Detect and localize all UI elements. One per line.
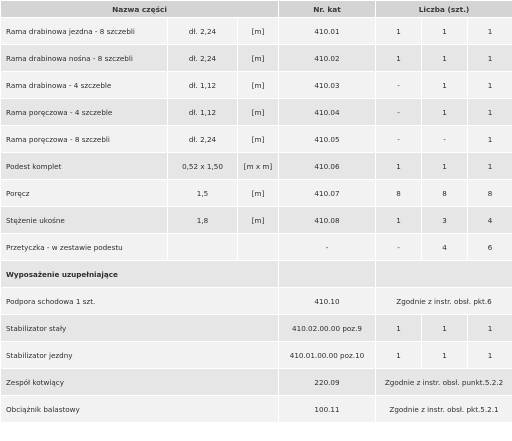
part-name: Podest komplet: [1, 153, 168, 180]
part-dimension: dł. 1,12: [168, 72, 238, 99]
part-unit: [m]: [238, 18, 279, 45]
table-row: [1, 315, 512, 342]
catalog-number: 220.09: [279, 369, 376, 396]
quantity-1: 1: [376, 45, 422, 72]
table-row: [1, 396, 512, 423]
quantity-2: 1: [422, 99, 468, 126]
part-unit: [m]: [238, 207, 279, 234]
part-dimension: dł. 1,12: [168, 99, 238, 126]
quantity-2: 1: [422, 153, 468, 180]
table-row: [1, 18, 512, 45]
part-unit: [m]: [238, 72, 279, 99]
header-catalog: Nr. kat: [279, 1, 376, 18]
quantity-1: 8: [376, 180, 422, 207]
part-name: Podpora schodowa 1 szt.: [1, 288, 279, 315]
quantity-3: 4: [468, 207, 512, 234]
table-row: [1, 99, 512, 126]
part-dimension: dł. 2,24: [168, 18, 238, 45]
part-dimension: dł. 2,24: [168, 126, 238, 153]
count-note: Zgodnie z instr. obsł. punkt.5.2.2: [376, 369, 512, 396]
quantity-3: 1: [468, 45, 512, 72]
catalog-number: 410.02: [279, 45, 376, 72]
table-row: [1, 153, 512, 180]
catalog-number: 410.02.00.00 poz.9: [279, 315, 376, 342]
catalog-number: -: [279, 234, 376, 261]
quantity-3: 6: [468, 234, 512, 261]
part-unit: [238, 234, 279, 261]
part-name: Stabilizator jezdny: [1, 342, 279, 369]
catalog-number: 410.05: [279, 126, 376, 153]
quantity-2: -: [422, 126, 468, 153]
catalog-number: 100.11: [279, 396, 376, 423]
quantity-3: 1: [468, 342, 512, 369]
quantity-1: -: [376, 99, 422, 126]
catalog-number: 410.04: [279, 99, 376, 126]
part-name: Zespół kotwiący: [1, 369, 279, 396]
count-note: Zgodnie z instr. obsł. pkt.5.2.1: [376, 396, 512, 423]
quantity-2: 1: [422, 342, 468, 369]
part-name: Obciążnik balastowy: [1, 396, 279, 423]
catalog-number: 410.01: [279, 18, 376, 45]
part-name: Rama poręczowa - 4 szczeble: [1, 99, 168, 126]
quantity-1: -: [376, 72, 422, 99]
table-row: [1, 72, 512, 99]
section-row: [1, 261, 512, 288]
quantity-2: 4: [422, 234, 468, 261]
quantity-3: 1: [468, 153, 512, 180]
quantity-3: 1: [468, 315, 512, 342]
part-dimension: [168, 234, 238, 261]
quantity-3: 1: [468, 126, 512, 153]
quantity-1: 1: [376, 342, 422, 369]
part-dimension: 1,5: [168, 180, 238, 207]
quantity-3: 1: [468, 18, 512, 45]
catalog-number: 410.07: [279, 180, 376, 207]
section-empty-catalog: [279, 261, 376, 288]
part-unit: [m]: [238, 126, 279, 153]
part-unit: [m x m]: [238, 153, 279, 180]
part-name: Rama drabinowa nośna - 8 szczebli: [1, 45, 168, 72]
quantity-1: 1: [376, 207, 422, 234]
quantity-1: 1: [376, 18, 422, 45]
table-row: [1, 369, 512, 396]
header-count: Liczba (szt.): [376, 1, 512, 18]
catalog-number: 410.01.00.00 poz.10: [279, 342, 376, 369]
quantity-3: 1: [468, 72, 512, 99]
section-title: Wyposażenie uzupełniające: [1, 261, 279, 288]
quantity-1: 1: [376, 315, 422, 342]
table-row: [1, 45, 512, 72]
quantity-2: 3: [422, 207, 468, 234]
part-name: Rama poręczowa - 8 szczebli: [1, 126, 168, 153]
part-dimension: dł. 2,24: [168, 45, 238, 72]
part-unit: [m]: [238, 45, 279, 72]
section-empty-count: [376, 261, 512, 288]
part-name: Poręcz: [1, 180, 168, 207]
part-unit: [m]: [238, 180, 279, 207]
quantity-2: 1: [422, 72, 468, 99]
table-row: [1, 180, 512, 207]
quantity-2: 1: [422, 18, 468, 45]
part-dimension: 0,52 x 1,50: [168, 153, 238, 180]
quantity-2: 1: [422, 45, 468, 72]
quantity-3: 1: [468, 99, 512, 126]
quantity-1: 1: [376, 153, 422, 180]
table-header: [1, 1, 512, 18]
catalog-number: 410.06: [279, 153, 376, 180]
part-name: Rama drabinowa jezdna - 8 szczebli: [1, 18, 168, 45]
part-name: Stabilizator stały: [1, 315, 279, 342]
catalog-number: 410.10: [279, 288, 376, 315]
header-name: Nazwa części: [1, 1, 279, 18]
table-row: [1, 207, 512, 234]
catalog-number: 410.03: [279, 72, 376, 99]
table-row: [1, 288, 512, 315]
part-unit: [m]: [238, 99, 279, 126]
quantity-2: 1: [422, 315, 468, 342]
count-note: Zgodnie z instr. obsł. pkt.6: [376, 288, 512, 315]
table-row: [1, 234, 512, 261]
quantity-3: 8: [468, 180, 512, 207]
part-name: Stężenie ukośne: [1, 207, 168, 234]
table-row: [1, 342, 512, 369]
part-dimension: 1,8: [168, 207, 238, 234]
table-row: [1, 126, 512, 153]
quantity-1: -: [376, 234, 422, 261]
quantity-1: -: [376, 126, 422, 153]
part-name: Rama drabinowa - 4 szczeble: [1, 72, 168, 99]
part-name: Przetyczka - w zestawie podestu: [1, 234, 168, 261]
quantity-2: 8: [422, 180, 468, 207]
catalog-number: 410.08: [279, 207, 376, 234]
